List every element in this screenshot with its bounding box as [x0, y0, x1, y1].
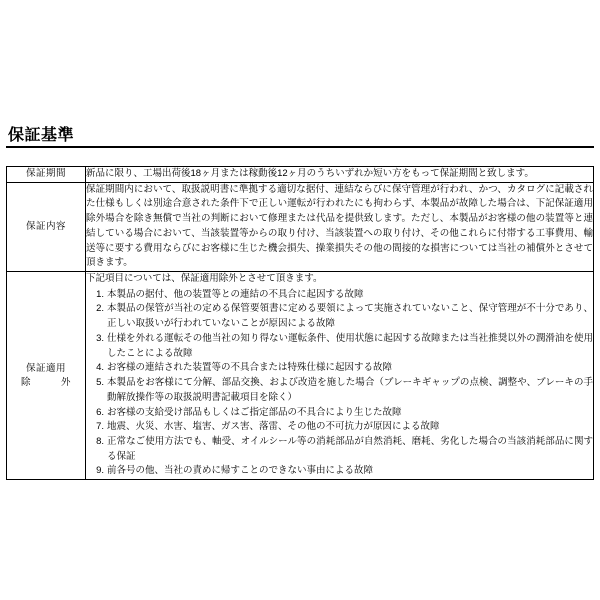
row-label-warranty-period: 保証期間 [7, 167, 86, 183]
list-item-number: 8. [96, 435, 104, 447]
table-row [7, 272, 594, 480]
list-item-text: 本製品をお客様にて分解、部品交換、および改造を施した場合（ブレーキギャップの点検、調整や、ブレーキの手動解放操作等の取扱説明書記載項目を除く） [107, 377, 593, 403]
list-item [86, 332, 593, 361]
list-item-number: 6. [96, 406, 104, 418]
list-item-text: お客様の連結された装置等の不具合または特殊仕様に起因する故障 [107, 362, 393, 374]
list-item-number: 4. [96, 362, 104, 374]
table-row [7, 182, 594, 271]
page-title: 保証基準 [8, 127, 75, 144]
exclusions-list [86, 288, 593, 479]
warranty-period-text: 新品に限り、工場出荷後18ヶ月または稼動後12ヶ月のうちいずれか短い方をもって保証期間と致します。 [86, 168, 534, 179]
list-item [86, 435, 593, 464]
list-item-number: 7. [96, 421, 104, 433]
list-item [86, 406, 593, 421]
list-item-text: 本製品の保管が当社の定める保管要領書に定める要領によって実施されていないこと、保守管理が不十分であり、正しい取扱いが行われていないことが原因による故障 [107, 303, 593, 330]
list-item [86, 464, 593, 479]
list-item [86, 302, 593, 331]
list-item [86, 376, 593, 405]
table-row [7, 167, 594, 183]
list-item-text: 前各号の他、当社の責めに帰すことのできない事由による故障 [107, 465, 374, 477]
row-content-warranty-period [86, 167, 594, 183]
row-content-warranty-scope [86, 182, 594, 271]
row-content-warranty-exclusions [86, 272, 594, 480]
list-item [86, 361, 593, 376]
warranty-scope-text: 保証期間内において、取扱説明書に準拠する適切な据付、連結ならびに保守管理が行われ、かつ、カタログに記載された仕様もしくは別途合意された条件下で正しい運転が行われたにも拘わらず、本製品が故障した場合は、下記保証適用除外場合を除き無償で当社の判断において修理または代品を提供致します。ただし、本製品がお客様の他の装置等と連結している場合において、当該装置等からの取り付け、当該装置への取り付け、その他これらに付帯する工事費用、輸送等に要する費用ならびにお客様に生じた機会損失、操業損失その他の間接的な損害については当社の補償外とさせて頂きます。 [86, 183, 593, 269]
list-item [86, 420, 593, 435]
list-item-text: 本製品の据付、他の装置等との連結の不具合に起因する故障 [107, 288, 364, 300]
warranty-table [6, 166, 594, 480]
title-divider [6, 146, 594, 148]
list-item-number: 1. [96, 288, 104, 300]
exclusions-lead-text: 下記項目については、保証適用除外とさせて頂きます。 [86, 273, 323, 285]
row-label-warranty-exclusions: 保証適用 除 外 [7, 272, 86, 480]
list-item-text: お客様の支給受け部品もしくはご指定部品の不具合により生じた故障 [107, 406, 402, 418]
list-item-number: 5. [96, 377, 104, 389]
list-item-text: 地震、火災、水害、塩害、ガス害、落雷、その他の不可抗力が原因による故障 [107, 421, 440, 433]
list-item-number: 3. [96, 332, 104, 344]
row-label-warranty-scope: 保証内容 [7, 182, 86, 271]
list-item-text: 正常なご使用方法でも、軸受、オイルシール等の消耗部品が自然消耗、磨耗、劣化した場合の当該消耗部品に関する保証 [107, 435, 593, 462]
list-item-number: 2. [96, 303, 104, 315]
list-item [86, 288, 593, 303]
list-item-number: 9. [96, 465, 104, 477]
list-item-text: 仕様を外れる運転その他当社の知り得ない運転条件、使用状態に起因する故障または当社推奨以外の潤滑油を使用したことによる故障 [107, 332, 593, 359]
